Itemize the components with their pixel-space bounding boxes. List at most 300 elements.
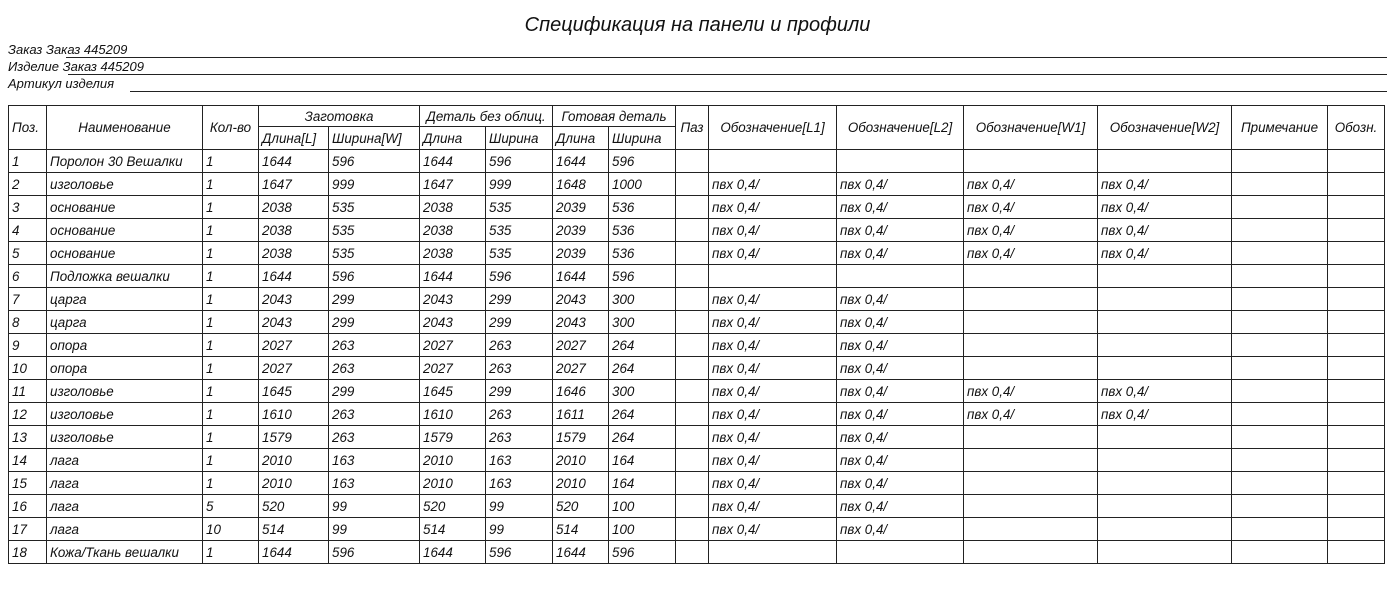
product-label: Изделие — [8, 59, 59, 74]
table-row — [9, 265, 1385, 288]
cell-done-length: 514 — [553, 518, 609, 541]
cell-blank-width: 263 — [329, 403, 420, 426]
cell-blank-length: 1645 — [259, 380, 329, 403]
cell-edge-w2 — [1098, 288, 1232, 311]
table-row — [9, 403, 1385, 426]
cell-blank-width: 163 — [329, 449, 420, 472]
cell-done-width: 264 — [609, 403, 676, 426]
cell-groove — [676, 495, 709, 518]
cell-groove — [676, 173, 709, 196]
cell-raw-length: 2027 — [420, 334, 486, 357]
cell-pos: 8 — [9, 311, 47, 334]
cell-raw-width: 263 — [486, 426, 553, 449]
cell-edge-w1: пвх 0,4/ — [964, 173, 1098, 196]
cell-note — [1232, 173, 1328, 196]
order-underline — [66, 57, 1387, 58]
cell-raw-length: 1645 — [420, 380, 486, 403]
cell-raw-width: 163 — [486, 449, 553, 472]
cell-note — [1232, 150, 1328, 173]
cell-note — [1232, 311, 1328, 334]
cell-name: основание — [47, 242, 203, 265]
cell-pos: 9 — [9, 334, 47, 357]
cell-note — [1232, 357, 1328, 380]
cell-done-length: 1611 — [553, 403, 609, 426]
cell-edge-l1: пвх 0,4/ — [709, 311, 837, 334]
cell-raw-width: 163 — [486, 472, 553, 495]
cell-done-length: 2043 — [553, 288, 609, 311]
cell-qty: 1 — [203, 196, 259, 219]
cell-done-length: 2027 — [553, 334, 609, 357]
cell-note — [1232, 426, 1328, 449]
cell-note — [1232, 495, 1328, 518]
cell-blank-length: 2010 — [259, 472, 329, 495]
cell-done-length: 2039 — [553, 196, 609, 219]
cell-name: лага — [47, 449, 203, 472]
cell-edge-l2: пвх 0,4/ — [837, 334, 964, 357]
cell-edge-w1 — [964, 495, 1098, 518]
cell-code — [1328, 196, 1385, 219]
spec-table-body — [9, 150, 1385, 564]
cell-done-length: 2027 — [553, 357, 609, 380]
cell-done-width: 1000 — [609, 173, 676, 196]
cell-groove — [676, 541, 709, 564]
cell-edge-l2: пвх 0,4/ — [837, 380, 964, 403]
cell-done-length: 520 — [553, 495, 609, 518]
cell-edge-l2: пвх 0,4/ — [837, 196, 964, 219]
cell-groove — [676, 311, 709, 334]
cell-done-width: 536 — [609, 196, 676, 219]
cell-groove — [676, 288, 709, 311]
cell-done-length: 1579 — [553, 426, 609, 449]
cell-edge-l1: пвх 0,4/ — [709, 449, 837, 472]
cell-name: изголовье — [47, 426, 203, 449]
cell-blank-width: 263 — [329, 357, 420, 380]
cell-code — [1328, 541, 1385, 564]
cell-edge-l1: пвх 0,4/ — [709, 380, 837, 403]
cell-edge-w2: пвх 0,4/ — [1098, 219, 1232, 242]
cell-done-length: 2039 — [553, 219, 609, 242]
cell-raw-length: 2038 — [420, 219, 486, 242]
cell-note — [1232, 242, 1328, 265]
header-detail-done: Готовая деталь — [553, 106, 676, 127]
cell-note — [1232, 380, 1328, 403]
cell-groove — [676, 265, 709, 288]
cell-edge-l1: пвх 0,4/ — [709, 196, 837, 219]
header-groove: Паз — [676, 106, 709, 150]
cell-edge-l1 — [709, 150, 837, 173]
header-name: Наименование — [47, 106, 203, 150]
cell-edge-l2: пвх 0,4/ — [837, 449, 964, 472]
header-note: Примечание — [1232, 106, 1328, 150]
cell-blank-length: 2038 — [259, 219, 329, 242]
table-row — [9, 219, 1385, 242]
cell-note — [1232, 219, 1328, 242]
cell-blank-width: 263 — [329, 334, 420, 357]
cell-pos: 11 — [9, 380, 47, 403]
cell-blank-length: 2043 — [259, 311, 329, 334]
cell-done-width: 300 — [609, 288, 676, 311]
cell-pos: 3 — [9, 196, 47, 219]
cell-edge-w1 — [964, 265, 1098, 288]
cell-done-length: 1644 — [553, 541, 609, 564]
cell-done-length: 2039 — [553, 242, 609, 265]
cell-raw-length: 1644 — [420, 265, 486, 288]
cell-done-length: 1644 — [553, 265, 609, 288]
table-row — [9, 242, 1385, 265]
cell-edge-l1: пвх 0,4/ — [709, 219, 837, 242]
cell-groove — [676, 518, 709, 541]
cell-qty: 1 — [203, 311, 259, 334]
cell-qty: 1 — [203, 288, 259, 311]
cell-raw-length: 1644 — [420, 150, 486, 173]
cell-blank-length: 514 — [259, 518, 329, 541]
cell-note — [1232, 196, 1328, 219]
cell-raw-width: 596 — [486, 150, 553, 173]
cell-groove — [676, 196, 709, 219]
cell-raw-width: 299 — [486, 380, 553, 403]
cell-edge-w1: пвх 0,4/ — [964, 403, 1098, 426]
cell-name: основание — [47, 196, 203, 219]
cell-qty: 1 — [203, 472, 259, 495]
cell-blank-width: 535 — [329, 196, 420, 219]
cell-qty: 1 — [203, 541, 259, 564]
cell-done-length: 1644 — [553, 150, 609, 173]
cell-edge-w1 — [964, 311, 1098, 334]
cell-done-width: 536 — [609, 219, 676, 242]
order-value: Заказ 445209 — [45, 42, 128, 57]
cell-edge-w2 — [1098, 495, 1232, 518]
cell-blank-width: 535 — [329, 219, 420, 242]
cell-edge-w2 — [1098, 311, 1232, 334]
cell-edge-w1: пвх 0,4/ — [964, 196, 1098, 219]
cell-code — [1328, 265, 1385, 288]
header-blank: Заготовка — [259, 106, 420, 127]
cell-pos: 10 — [9, 357, 47, 380]
table-row — [9, 449, 1385, 472]
cell-blank-width: 163 — [329, 472, 420, 495]
cell-qty: 5 — [203, 495, 259, 518]
cell-edge-l2: пвх 0,4/ — [837, 472, 964, 495]
cell-pos: 2 — [9, 173, 47, 196]
spec-table — [8, 105, 1385, 564]
header-blank-length: Длина[L] — [259, 127, 329, 150]
cell-raw-length: 1644 — [420, 541, 486, 564]
cell-code — [1328, 150, 1385, 173]
cell-edge-l2: пвх 0,4/ — [837, 426, 964, 449]
cell-pos: 1 — [9, 150, 47, 173]
cell-raw-width: 299 — [486, 311, 553, 334]
cell-edge-l1: пвх 0,4/ — [709, 357, 837, 380]
cell-groove — [676, 403, 709, 426]
order-label: Заказ — [8, 42, 43, 57]
cell-edge-l2 — [837, 265, 964, 288]
cell-groove — [676, 334, 709, 357]
cell-raw-width: 263 — [486, 357, 553, 380]
cell-done-width: 596 — [609, 150, 676, 173]
cell-edge-w2: пвх 0,4/ — [1098, 173, 1232, 196]
cell-edge-l1: пвх 0,4/ — [709, 173, 837, 196]
cell-done-width: 596 — [609, 265, 676, 288]
cell-qty: 1 — [203, 334, 259, 357]
cell-note — [1232, 518, 1328, 541]
cell-edge-w2: пвх 0,4/ — [1098, 196, 1232, 219]
cell-name: изголовье — [47, 403, 203, 426]
cell-name: царга — [47, 288, 203, 311]
cell-edge-l2: пвх 0,4/ — [837, 219, 964, 242]
cell-note — [1232, 449, 1328, 472]
cell-raw-length: 514 — [420, 518, 486, 541]
cell-raw-width: 263 — [486, 403, 553, 426]
cell-note — [1232, 541, 1328, 564]
cell-pos: 4 — [9, 219, 47, 242]
cell-name: изголовье — [47, 173, 203, 196]
header-code: Обозн. — [1328, 106, 1385, 150]
cell-edge-w1: пвх 0,4/ — [964, 219, 1098, 242]
cell-blank-width: 596 — [329, 265, 420, 288]
cell-groove — [676, 472, 709, 495]
cell-edge-w1: пвх 0,4/ — [964, 380, 1098, 403]
cell-edge-w1 — [964, 288, 1098, 311]
cell-qty: 1 — [203, 426, 259, 449]
cell-pos: 14 — [9, 449, 47, 472]
cell-edge-l1: пвх 0,4/ — [709, 403, 837, 426]
table-row — [9, 311, 1385, 334]
cell-done-width: 264 — [609, 426, 676, 449]
cell-done-length: 2010 — [553, 449, 609, 472]
cell-edge-l2 — [837, 150, 964, 173]
cell-raw-length: 520 — [420, 495, 486, 518]
cell-blank-length: 2043 — [259, 288, 329, 311]
cell-qty: 1 — [203, 403, 259, 426]
cell-edge-w2 — [1098, 334, 1232, 357]
cell-qty: 1 — [203, 219, 259, 242]
table-row — [9, 426, 1385, 449]
cell-edge-l2 — [837, 541, 964, 564]
cell-raw-length: 2010 — [420, 449, 486, 472]
cell-blank-width: 263 — [329, 426, 420, 449]
cell-code — [1328, 426, 1385, 449]
cell-done-length: 1648 — [553, 173, 609, 196]
cell-groove — [676, 219, 709, 242]
cell-name: лага — [47, 495, 203, 518]
cell-note — [1232, 403, 1328, 426]
cell-pos: 13 — [9, 426, 47, 449]
cell-raw-length: 2043 — [420, 311, 486, 334]
table-row — [9, 150, 1385, 173]
article-label: Артикул изделия — [8, 76, 115, 91]
cell-name: лага — [47, 518, 203, 541]
cell-code — [1328, 242, 1385, 265]
table-row — [9, 495, 1385, 518]
cell-blank-width: 535 — [329, 242, 420, 265]
cell-edge-w2: пвх 0,4/ — [1098, 403, 1232, 426]
header-w2: Обозначение[W2] — [1098, 106, 1232, 150]
cell-edge-l2: пвх 0,4/ — [837, 242, 964, 265]
cell-blank-length: 2027 — [259, 357, 329, 380]
cell-qty: 1 — [203, 150, 259, 173]
cell-pos: 16 — [9, 495, 47, 518]
cell-groove — [676, 150, 709, 173]
cell-name: лага — [47, 472, 203, 495]
cell-blank-width: 999 — [329, 173, 420, 196]
cell-code — [1328, 472, 1385, 495]
header-done-length: Длина — [553, 127, 609, 150]
cell-blank-length: 2027 — [259, 334, 329, 357]
table-row — [9, 541, 1385, 564]
cell-raw-width: 263 — [486, 334, 553, 357]
cell-raw-length: 2038 — [420, 242, 486, 265]
cell-done-width: 300 — [609, 311, 676, 334]
cell-edge-w2: пвх 0,4/ — [1098, 242, 1232, 265]
cell-done-width: 264 — [609, 334, 676, 357]
cell-done-width: 264 — [609, 357, 676, 380]
table-row — [9, 196, 1385, 219]
cell-edge-l1 — [709, 265, 837, 288]
cell-blank-width: 99 — [329, 495, 420, 518]
cell-note — [1232, 334, 1328, 357]
cell-name: опора — [47, 334, 203, 357]
cell-code — [1328, 518, 1385, 541]
cell-note — [1232, 472, 1328, 495]
cell-edge-w1 — [964, 472, 1098, 495]
cell-edge-l2: пвх 0,4/ — [837, 357, 964, 380]
cell-code — [1328, 334, 1385, 357]
cell-blank-length: 520 — [259, 495, 329, 518]
cell-done-width: 300 — [609, 380, 676, 403]
cell-edge-w1 — [964, 357, 1098, 380]
cell-code — [1328, 173, 1385, 196]
cell-raw-length: 2027 — [420, 357, 486, 380]
cell-edge-w1 — [964, 449, 1098, 472]
cell-blank-length: 1610 — [259, 403, 329, 426]
cell-edge-w2 — [1098, 518, 1232, 541]
cell-name: изголовье — [47, 380, 203, 403]
table-row — [9, 357, 1385, 380]
cell-groove — [676, 242, 709, 265]
cell-pos: 6 — [9, 265, 47, 288]
table-row — [9, 173, 1385, 196]
cell-blank-length: 1644 — [259, 541, 329, 564]
cell-done-width: 164 — [609, 449, 676, 472]
cell-edge-l2: пвх 0,4/ — [837, 518, 964, 541]
cell-blank-length: 2038 — [259, 196, 329, 219]
cell-edge-w2 — [1098, 150, 1232, 173]
cell-name: Поролон 30 Вешалки — [47, 150, 203, 173]
document-title: Спецификация на панели и профили — [524, 14, 871, 36]
cell-pos: 7 — [9, 288, 47, 311]
cell-edge-w1 — [964, 334, 1098, 357]
cell-done-width: 100 — [609, 518, 676, 541]
cell-code — [1328, 380, 1385, 403]
cell-raw-width: 99 — [486, 518, 553, 541]
cell-code — [1328, 288, 1385, 311]
cell-qty: 1 — [203, 357, 259, 380]
cell-code — [1328, 449, 1385, 472]
cell-code — [1328, 311, 1385, 334]
cell-qty: 1 — [203, 380, 259, 403]
cell-raw-width: 535 — [486, 242, 553, 265]
cell-note — [1232, 288, 1328, 311]
cell-edge-w1 — [964, 541, 1098, 564]
cell-pos: 12 — [9, 403, 47, 426]
cell-edge-l1: пвх 0,4/ — [709, 242, 837, 265]
cell-pos: 15 — [9, 472, 47, 495]
cell-raw-length: 2043 — [420, 288, 486, 311]
cell-qty: 1 — [203, 449, 259, 472]
header-l2: Обозначение[L2] — [837, 106, 964, 150]
cell-blank-width: 596 — [329, 150, 420, 173]
cell-blank-length: 1644 — [259, 265, 329, 288]
cell-edge-l2: пвх 0,4/ — [837, 403, 964, 426]
cell-edge-w1 — [964, 518, 1098, 541]
cell-raw-width: 596 — [486, 265, 553, 288]
cell-groove — [676, 357, 709, 380]
cell-blank-length: 1579 — [259, 426, 329, 449]
cell-edge-l2: пвх 0,4/ — [837, 311, 964, 334]
table-row — [9, 334, 1385, 357]
cell-pos: 5 — [9, 242, 47, 265]
cell-raw-length: 1647 — [420, 173, 486, 196]
cell-done-width: 164 — [609, 472, 676, 495]
cell-edge-l1: пвх 0,4/ — [709, 518, 837, 541]
header-l1: Обозначение[L1] — [709, 106, 837, 150]
cell-code — [1328, 357, 1385, 380]
cell-name: Подложка вешалки — [47, 265, 203, 288]
product-value: Заказ 445209 — [62, 59, 144, 74]
cell-blank-length: 2038 — [259, 242, 329, 265]
cell-raw-length: 2010 — [420, 472, 486, 495]
cell-name: Кожа/Ткань вешалки — [47, 541, 203, 564]
cell-blank-length: 1644 — [259, 150, 329, 173]
cell-blank-width: 299 — [329, 311, 420, 334]
cell-raw-width: 535 — [486, 219, 553, 242]
cell-raw-width: 299 — [486, 288, 553, 311]
article-underline — [130, 91, 1387, 92]
article-line — [8, 76, 1387, 92]
cell-groove — [676, 426, 709, 449]
cell-edge-l1: пвх 0,4/ — [709, 288, 837, 311]
product-line — [8, 59, 1387, 75]
header-raw-width: Ширина — [486, 127, 553, 150]
cell-blank-width: 299 — [329, 288, 420, 311]
header-pos: Поз. — [9, 106, 47, 150]
cell-qty: 1 — [203, 265, 259, 288]
cell-edge-l1: пвх 0,4/ — [709, 472, 837, 495]
table-row — [9, 472, 1385, 495]
cell-blank-width: 596 — [329, 541, 420, 564]
cell-groove — [676, 449, 709, 472]
cell-done-width: 536 — [609, 242, 676, 265]
cell-raw-width: 99 — [486, 495, 553, 518]
product-underline — [68, 74, 1387, 75]
cell-edge-w1: пвх 0,4/ — [964, 242, 1098, 265]
order-line — [8, 42, 1387, 58]
header-qty: Кол-во — [203, 106, 259, 150]
cell-qty: 10 — [203, 518, 259, 541]
header-w1: Обозначение[W1] — [964, 106, 1098, 150]
cell-edge-w2 — [1098, 472, 1232, 495]
cell-done-length: 2043 — [553, 311, 609, 334]
cell-edge-w2: пвх 0,4/ — [1098, 380, 1232, 403]
cell-edge-w1 — [964, 426, 1098, 449]
cell-raw-width: 999 — [486, 173, 553, 196]
cell-pos: 17 — [9, 518, 47, 541]
header-detail-raw: Деталь без облиц. — [420, 106, 553, 127]
cell-blank-length: 2010 — [259, 449, 329, 472]
cell-code — [1328, 495, 1385, 518]
cell-qty: 1 — [203, 242, 259, 265]
cell-raw-length: 1579 — [420, 426, 486, 449]
